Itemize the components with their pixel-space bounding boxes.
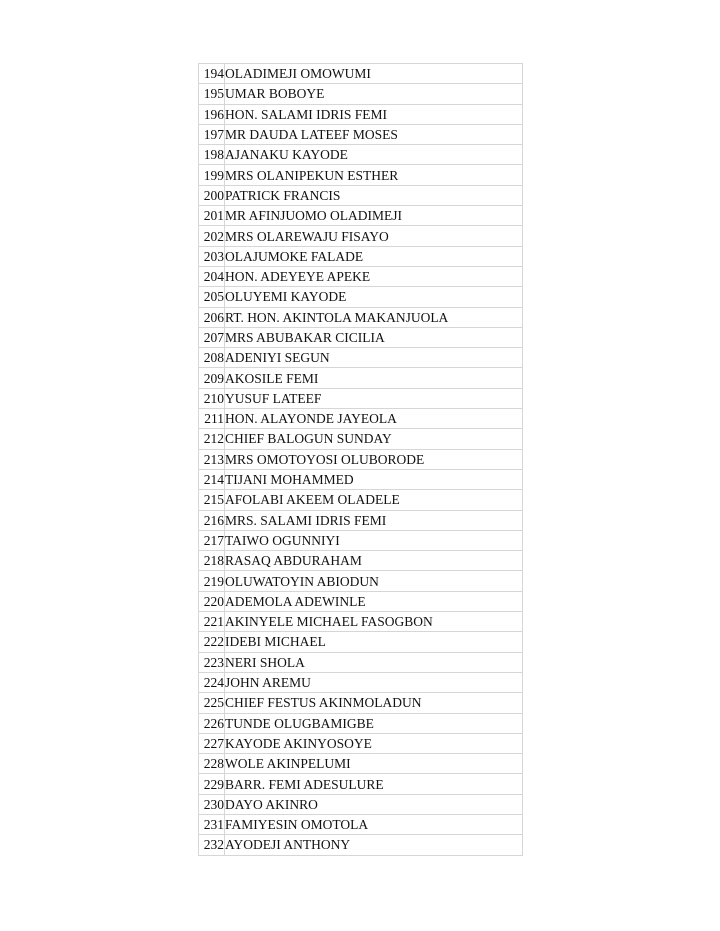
table-row xyxy=(199,835,523,855)
table-row xyxy=(199,206,523,226)
person-name: HON. SALAMI IDRIS FEMI xyxy=(225,104,523,124)
row-number: 229 xyxy=(199,774,225,794)
row-number: 211 xyxy=(199,409,225,429)
person-name: OLAJUMOKE FALADE xyxy=(225,246,523,266)
person-name: PATRICK FRANCIS xyxy=(225,185,523,205)
person-name: NERI SHOLA xyxy=(225,652,523,672)
person-name: MR AFINJUOMO OLADIMEJI xyxy=(225,206,523,226)
person-name: RASAQ ABDURAHAM xyxy=(225,551,523,571)
table-row xyxy=(199,409,523,429)
table-row xyxy=(199,774,523,794)
person-name: AJANAKU KAYODE xyxy=(225,145,523,165)
table-row xyxy=(199,469,523,489)
person-name: YUSUF LATEEF xyxy=(225,388,523,408)
table-row xyxy=(199,348,523,368)
row-number: 227 xyxy=(199,733,225,753)
table-row xyxy=(199,145,523,165)
person-name: IDEBI MICHAEL xyxy=(225,632,523,652)
table-row xyxy=(199,713,523,733)
person-name: FAMIYESIN OMOTOLA xyxy=(225,814,523,834)
row-number: 208 xyxy=(199,348,225,368)
row-number: 231 xyxy=(199,814,225,834)
row-number: 225 xyxy=(199,693,225,713)
table-row xyxy=(199,632,523,652)
person-name: AKINYELE MICHAEL FASOGBON xyxy=(225,612,523,632)
table-row xyxy=(199,794,523,814)
table-row xyxy=(199,490,523,510)
person-name: MRS OLANIPEKUN ESTHER xyxy=(225,165,523,185)
person-name: OLADIMEJI OMOWUMI xyxy=(225,64,523,84)
row-number: 224 xyxy=(199,672,225,692)
person-name: DAYO AKINRO xyxy=(225,794,523,814)
row-number: 215 xyxy=(199,490,225,510)
row-number: 204 xyxy=(199,266,225,286)
name-list-body xyxy=(199,64,523,856)
person-name: UMAR BOBOYE xyxy=(225,84,523,104)
table-row xyxy=(199,165,523,185)
table-row xyxy=(199,246,523,266)
row-number: 213 xyxy=(199,449,225,469)
document-page xyxy=(198,63,523,856)
row-number: 194 xyxy=(199,64,225,84)
person-name: HON. ADEYEYE APEKE xyxy=(225,266,523,286)
row-number: 198 xyxy=(199,145,225,165)
table-row xyxy=(199,449,523,469)
person-name: MRS OMOTOYOSI OLUBORODE xyxy=(225,449,523,469)
table-row xyxy=(199,287,523,307)
row-number: 206 xyxy=(199,307,225,327)
row-number: 203 xyxy=(199,246,225,266)
person-name: CHIEF FESTUS AKINMOLADUN xyxy=(225,693,523,713)
row-number: 222 xyxy=(199,632,225,652)
person-name: AKOSILE FEMI xyxy=(225,368,523,388)
row-number: 228 xyxy=(199,754,225,774)
person-name: TAIWO OGUNNIYI xyxy=(225,530,523,550)
table-row xyxy=(199,672,523,692)
table-row xyxy=(199,571,523,591)
row-number: 218 xyxy=(199,551,225,571)
person-name: WOLE AKINPELUMI xyxy=(225,754,523,774)
row-number: 195 xyxy=(199,84,225,104)
person-name: OLUWATOYIN ABIODUN xyxy=(225,571,523,591)
row-number: 212 xyxy=(199,429,225,449)
person-name: JOHN AREMU xyxy=(225,672,523,692)
person-name: AFOLABI AKEEM OLADELE xyxy=(225,490,523,510)
row-number: 217 xyxy=(199,530,225,550)
table-row xyxy=(199,104,523,124)
person-name: OLUYEMI KAYODE xyxy=(225,287,523,307)
person-name: MR DAUDA LATEEF MOSES xyxy=(225,124,523,144)
person-name: KAYODE AKINYOSOYE xyxy=(225,733,523,753)
table-row xyxy=(199,124,523,144)
row-number: 220 xyxy=(199,591,225,611)
table-row xyxy=(199,733,523,753)
person-name: MRS OLAREWAJU FISAYO xyxy=(225,226,523,246)
row-number: 209 xyxy=(199,368,225,388)
row-number: 230 xyxy=(199,794,225,814)
table-row xyxy=(199,510,523,530)
person-name: ADENIYI SEGUN xyxy=(225,348,523,368)
row-number: 205 xyxy=(199,287,225,307)
row-number: 214 xyxy=(199,469,225,489)
table-row xyxy=(199,64,523,84)
person-name: BARR. FEMI ADESULURE xyxy=(225,774,523,794)
table-row xyxy=(199,429,523,449)
table-row xyxy=(199,266,523,286)
person-name: RT. HON. AKINTOLA MAKANJUOLA xyxy=(225,307,523,327)
row-number: 207 xyxy=(199,327,225,347)
table-row xyxy=(199,84,523,104)
table-row xyxy=(199,652,523,672)
row-number: 200 xyxy=(199,185,225,205)
table-row xyxy=(199,327,523,347)
table-row xyxy=(199,693,523,713)
name-list-table xyxy=(198,63,523,856)
table-row xyxy=(199,591,523,611)
row-number: 226 xyxy=(199,713,225,733)
person-name: TUNDE OLUGBAMIGBE xyxy=(225,713,523,733)
person-name: AYODEJI ANTHONY xyxy=(225,835,523,855)
person-name: MRS. SALAMI IDRIS FEMI xyxy=(225,510,523,530)
person-name: CHIEF BALOGUN SUNDAY xyxy=(225,429,523,449)
row-number: 232 xyxy=(199,835,225,855)
table-row xyxy=(199,368,523,388)
row-number: 221 xyxy=(199,612,225,632)
row-number: 199 xyxy=(199,165,225,185)
table-row xyxy=(199,307,523,327)
table-row xyxy=(199,814,523,834)
row-number: 219 xyxy=(199,571,225,591)
person-name: TIJANI MOHAMMED xyxy=(225,469,523,489)
table-row xyxy=(199,551,523,571)
person-name: MRS ABUBAKAR CICILIA xyxy=(225,327,523,347)
table-row xyxy=(199,226,523,246)
row-number: 216 xyxy=(199,510,225,530)
person-name: HON. ALAYONDE JAYEOLA xyxy=(225,409,523,429)
table-row xyxy=(199,388,523,408)
person-name: ADEMOLA ADEWINLE xyxy=(225,591,523,611)
table-row xyxy=(199,754,523,774)
row-number: 223 xyxy=(199,652,225,672)
row-number: 210 xyxy=(199,388,225,408)
table-row xyxy=(199,530,523,550)
table-row xyxy=(199,612,523,632)
row-number: 197 xyxy=(199,124,225,144)
row-number: 196 xyxy=(199,104,225,124)
row-number: 201 xyxy=(199,206,225,226)
table-row xyxy=(199,185,523,205)
row-number: 202 xyxy=(199,226,225,246)
